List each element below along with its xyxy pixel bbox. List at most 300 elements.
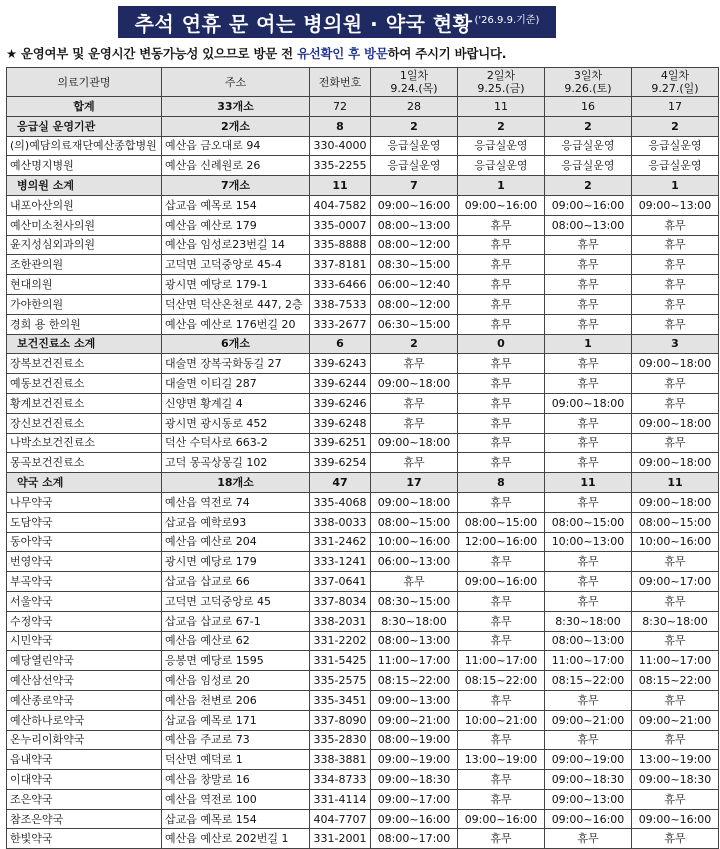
facility-hours-day-4: 09:00~18:30	[632, 770, 719, 790]
facility-phone: 338-2031	[310, 611, 371, 631]
facility-address: 예산읍 임성로 20	[162, 671, 310, 691]
section-day-4: 2	[632, 116, 719, 136]
section-count: 7개소	[162, 176, 310, 196]
facility-phone: 331-5425	[310, 651, 371, 671]
facility-hours-day-1: 10:00~16:00	[371, 532, 458, 552]
facility-hours-day-4: 08:15~22:00	[632, 671, 719, 691]
table-row	[7, 730, 719, 750]
section-day-3: 2	[545, 116, 632, 136]
section-day-1: 2	[371, 334, 458, 354]
facility-hours-day-4: 휴무	[632, 789, 719, 809]
facility-hours-day-4: 휴무	[632, 393, 719, 413]
section-name: 응급실 운영기관	[7, 116, 162, 136]
facility-phone: 337-0641	[310, 572, 371, 592]
facility-phone: 337-8181	[310, 255, 371, 275]
facility-hours-day-3: 휴무	[545, 591, 632, 611]
facility-address: 덕산면 덕산온천로 447, 2층	[162, 294, 310, 314]
col-day-3: 3일차 9.26.(토)	[545, 68, 632, 97]
facility-hours-day-4: 09:00~16:00	[632, 809, 719, 829]
table-row	[7, 552, 719, 572]
section-day-4: 1	[632, 176, 719, 196]
facility-name: 예산하나로약국	[7, 710, 162, 730]
facility-hours-day-1: 08:00~13:00	[371, 215, 458, 235]
facility-hours-day-4: 09:00~21:00	[632, 710, 719, 730]
facility-hours-day-3: 휴무	[545, 453, 632, 473]
header-row	[7, 68, 719, 97]
facility-address: 예산읍 역전로 100	[162, 789, 310, 809]
facility-phone: 338-3881	[310, 750, 371, 770]
facility-hours-day-4: 휴무	[632, 255, 719, 275]
facility-hours-day-3: 휴무	[545, 433, 632, 453]
facility-hours-day-3: 10:00~13:00	[545, 532, 632, 552]
section-day-2: 2	[458, 116, 545, 136]
facility-name: 부곡약국	[7, 572, 162, 592]
facility-phone: 335-8888	[310, 235, 371, 255]
section-phone: 6	[310, 334, 371, 354]
facility-hours-day-3: 응급실운영	[545, 156, 632, 176]
facility-hours-day-4: 8:30~18:00	[632, 611, 719, 631]
facility-hours-day-3: 휴무	[545, 294, 632, 314]
facility-phone: 335-2255	[310, 156, 371, 176]
table-row	[7, 631, 719, 651]
facility-address: 삽교읍 예목로 154	[162, 809, 310, 829]
facility-hours-day-1: 09:00~18:00	[371, 374, 458, 394]
facility-hours-day-2: 휴무	[458, 275, 545, 295]
col-day-2: 2일차 9.25.(금)	[458, 68, 545, 97]
section-name: 보건진료소 소계	[7, 334, 162, 354]
col-day-1: 1일차 9.24.(목)	[371, 68, 458, 97]
facility-hours-day-4: 09:00~18:00	[632, 354, 719, 374]
facility-hours-day-3: 08:00~13:00	[545, 631, 632, 651]
facility-name: 예산종로약국	[7, 690, 162, 710]
facility-name: 예동보건진료소	[7, 374, 162, 394]
notice	[6, 44, 718, 62]
facility-hours-day-4: 09:00~13:00	[632, 195, 719, 215]
facility-hours-day-4: 08:00~15:00	[632, 512, 719, 532]
table-row	[7, 591, 719, 611]
facility-hours-day-2: 휴무	[458, 294, 545, 314]
table-row	[7, 572, 719, 592]
facility-hours-day-4: 11:00~17:00	[632, 651, 719, 671]
facility-name: 수정약국	[7, 611, 162, 631]
section-day-2: 0	[458, 334, 545, 354]
facility-hours-day-2: 휴무	[458, 690, 545, 710]
facility-address: 삽교읍 예학로93	[162, 512, 310, 532]
total-phone: 72	[310, 97, 371, 117]
total-label: 합계	[7, 97, 162, 117]
facility-phone: 331-2462	[310, 532, 371, 552]
table-row	[7, 453, 719, 473]
facility-phone: 339-6246	[310, 393, 371, 413]
section-day-3: 1	[545, 334, 632, 354]
facility-hours-day-2: 13:00~19:00	[458, 750, 545, 770]
section-day-4: 11	[632, 473, 719, 493]
section-phone: 8	[310, 116, 371, 136]
facility-hours-day-1: 휴무	[371, 572, 458, 592]
facility-name: 현대의원	[7, 275, 162, 295]
col-day-4: 4일차 9.27.(일)	[632, 68, 719, 97]
facility-hours-day-2: 휴무	[458, 789, 545, 809]
facility-phone: 333-1241	[310, 552, 371, 572]
facility-hours-day-2: 09:00~16:00	[458, 195, 545, 215]
facility-name: 예산명지병원	[7, 156, 162, 176]
facility-phone: 335-2830	[310, 730, 371, 750]
section-day-2: 8	[458, 473, 545, 493]
facility-hours-day-3: 8:30~18:00	[545, 611, 632, 631]
facility-hours-day-3: 휴무	[545, 374, 632, 394]
facility-phone: 338-7533	[310, 294, 371, 314]
facility-address: 예산읍 임성로23번길 14	[162, 235, 310, 255]
facility-address: 삽교읍 삽교로 67-1	[162, 611, 310, 631]
facility-phone: 339-6244	[310, 374, 371, 394]
facility-hours-day-2: 휴무	[458, 631, 545, 651]
facility-phone: 339-6251	[310, 433, 371, 453]
facility-name: 도담약국	[7, 512, 162, 532]
page-title: 추석 연휴 문 여는 병의원 · 약국 현황	[134, 11, 473, 36]
facility-hours-day-3: 휴무	[545, 314, 632, 334]
table-row	[7, 611, 719, 631]
facility-hours-day-1: 08:30~15:00	[371, 591, 458, 611]
facility-hours-day-1: 08:00~13:00	[371, 631, 458, 651]
facility-hours-day-2: 휴무	[458, 730, 545, 750]
facility-hours-day-3: 휴무	[545, 690, 632, 710]
facility-hours-day-2: 응급실운영	[458, 136, 545, 156]
section-name: 약국 소계	[7, 473, 162, 493]
facility-hours-day-4: 휴무	[632, 215, 719, 235]
section-day-1: 7	[371, 176, 458, 196]
section-day-3: 2	[545, 176, 632, 196]
facility-hours-day-1: 08:15~22:00	[371, 671, 458, 691]
section-day-1: 17	[371, 473, 458, 493]
table-row	[7, 275, 719, 295]
table-row	[7, 532, 719, 552]
facility-hours-day-1: 09:00~18:00	[371, 492, 458, 512]
facility-hours-day-1: 09:00~18:00	[371, 433, 458, 453]
facility-address: 예산읍 창말로 16	[162, 770, 310, 790]
facility-name: 동아약국	[7, 532, 162, 552]
facility-hours-day-1: 휴무	[371, 354, 458, 374]
section-day-3: 11	[545, 473, 632, 493]
facility-hours-day-4: 휴무	[632, 235, 719, 255]
facility-hours-day-3: 09:00~16:00	[545, 809, 632, 829]
facility-hours-day-3: 응급실운영	[545, 136, 632, 156]
facility-phone: 339-6243	[310, 354, 371, 374]
facility-hours-day-3: 09:00~18:30	[545, 770, 632, 790]
facility-phone: 335-0007	[310, 215, 371, 235]
facility-hours-day-1: 09:00~13:00	[371, 690, 458, 710]
facility-hours-day-4: 09:00~18:00	[632, 413, 719, 433]
facility-hours-day-4: 13:00~19:00	[632, 750, 719, 770]
total-day-4: 17	[632, 97, 719, 117]
facility-phone: 339-6248	[310, 413, 371, 433]
facility-address: 삽교읍 삽교로 66	[162, 572, 310, 592]
facility-address: 대술면 이티길 287	[162, 374, 310, 394]
facility-hours-day-3: 휴무	[545, 572, 632, 592]
facility-hours-day-1: 11:00~17:00	[371, 651, 458, 671]
facility-name: 가야한의원	[7, 294, 162, 314]
table-row	[7, 690, 719, 710]
table-row	[7, 770, 719, 790]
table-row	[7, 750, 719, 770]
facility-name: 이대약국	[7, 770, 162, 790]
facility-hours-day-2: 휴무	[458, 393, 545, 413]
facility-hours-day-2: 10:00~21:00	[458, 710, 545, 730]
section-count: 18개소	[162, 473, 310, 493]
facility-name: 시민약국	[7, 631, 162, 651]
table-row	[7, 809, 719, 829]
facility-address: 신양면 황계길 4	[162, 393, 310, 413]
facility-hours-day-2: 휴무	[458, 453, 545, 473]
facility-hours-day-3: 09:00~16:00	[545, 195, 632, 215]
facility-address: 삽교읍 예목로 171	[162, 710, 310, 730]
facility-hours-day-2: 휴무	[458, 255, 545, 275]
notice-prefix: ★ 운영여부 및 운영시간 변동가능성 있으므로 방문 전	[6, 46, 297, 61]
table-row	[7, 710, 719, 730]
facility-hours-day-3: 휴무	[545, 730, 632, 750]
col-address: 주소	[162, 68, 310, 97]
facility-address: 예산읍 역전로 74	[162, 492, 310, 512]
facility-hours-day-1: 09:00~16:00	[371, 809, 458, 829]
facility-address: 대술면 장복국화동길 27	[162, 354, 310, 374]
facility-hours-day-1: 08:30~15:00	[371, 255, 458, 275]
facility-name: 경희 용 한의원	[7, 314, 162, 334]
facility-hours-day-3: 11:00~17:00	[545, 651, 632, 671]
facility-table	[6, 67, 719, 849]
table-row	[7, 374, 719, 394]
facility-hours-day-2: 11:00~17:00	[458, 651, 545, 671]
title-date: ('26.9.9.기준)	[474, 14, 540, 26]
facility-hours-day-4: 09:00~17:00	[632, 572, 719, 592]
facility-name: 나박소보건진료소	[7, 433, 162, 453]
facility-hours-day-2: 08:15~22:00	[458, 671, 545, 691]
facility-name: 나무약국	[7, 492, 162, 512]
table-row	[7, 136, 719, 156]
section-phone: 11	[310, 176, 371, 196]
table-row	[7, 413, 719, 433]
section-row	[7, 176, 719, 196]
facility-hours-day-1: 06:00~13:00	[371, 552, 458, 572]
facility-address: 예산읍 예산로 176번길 20	[162, 314, 310, 334]
facility-address: 덕산 수덕사로 663-2	[162, 433, 310, 453]
facility-hours-day-3: 08:15~22:00	[545, 671, 632, 691]
section-row	[7, 334, 719, 354]
table-row	[7, 294, 719, 314]
facility-hours-day-4: 휴무	[632, 314, 719, 334]
facility-address: 광시면 예당로 179-1	[162, 275, 310, 295]
table-row	[7, 393, 719, 413]
facility-address: 예산읍 예산로 204	[162, 532, 310, 552]
section-row	[7, 116, 719, 136]
facility-hours-day-3: 09:00~18:00	[545, 393, 632, 413]
facility-phone: 331-2202	[310, 631, 371, 651]
facility-hours-day-4: 휴무	[632, 730, 719, 750]
facility-hours-day-3: 휴무	[545, 413, 632, 433]
facility-hours-day-1: 09:00~17:00	[371, 789, 458, 809]
facility-hours-day-1: 휴무	[371, 413, 458, 433]
facility-hours-day-4: 휴무	[632, 829, 719, 849]
total-row	[7, 97, 719, 117]
facility-name: 읍내약국	[7, 750, 162, 770]
facility-hours-day-4: 휴무	[632, 374, 719, 394]
facility-name: 예산미소천사의원	[7, 215, 162, 235]
table-row	[7, 789, 719, 809]
facility-hours-day-1: 08:00~15:00	[371, 512, 458, 532]
facility-hours-day-2: 휴무	[458, 552, 545, 572]
facility-name: 황계보건진료소	[7, 393, 162, 413]
section-day-2: 1	[458, 176, 545, 196]
section-day-1: 2	[371, 116, 458, 136]
facility-hours-day-3: 09:00~19:00	[545, 750, 632, 770]
facility-name: (의)예담의료재단예산종합병원	[7, 136, 162, 156]
facility-hours-day-1: 08:00~12:00	[371, 294, 458, 314]
facility-name: 서울약국	[7, 591, 162, 611]
table-row	[7, 433, 719, 453]
facility-hours-day-2: 휴무	[458, 770, 545, 790]
section-count: 2개소	[162, 116, 310, 136]
facility-name: 내포아산의원	[7, 195, 162, 215]
facility-phone: 331-2001	[310, 829, 371, 849]
facility-hours-day-2: 휴무	[458, 314, 545, 334]
section-name: 병의원 소계	[7, 176, 162, 196]
facility-hours-day-3: 휴무	[545, 492, 632, 512]
notice-suffix: 하여 주시기 바랍니다.	[387, 46, 507, 61]
table-row	[7, 314, 719, 334]
facility-hours-day-4: 응급실운영	[632, 156, 719, 176]
table-row	[7, 215, 719, 235]
facility-hours-day-3: 08:00~13:00	[545, 215, 632, 235]
facility-address: 응봉면 예당로 1595	[162, 651, 310, 671]
facility-hours-day-4: 09:00~18:00	[632, 453, 719, 473]
facility-hours-day-2: 12:00~16:00	[458, 532, 545, 552]
facility-name: 조한관의원	[7, 255, 162, 275]
facility-hours-day-3: 휴무	[545, 235, 632, 255]
table-row	[7, 671, 719, 691]
section-row	[7, 473, 719, 493]
table-row	[7, 651, 719, 671]
facility-address: 고덕면 고덕중앙로 45	[162, 591, 310, 611]
facility-hours-day-2: 휴무	[458, 433, 545, 453]
facility-address: 예산읍 예산로 179	[162, 215, 310, 235]
facility-address: 예산읍 금오대로 94	[162, 136, 310, 156]
table-row	[7, 829, 719, 849]
facility-hours-day-4: 휴무	[632, 275, 719, 295]
facility-address: 고덕 몽곡상몽길 102	[162, 453, 310, 473]
facility-address: 덕산면 예덕로 1	[162, 750, 310, 770]
section-count: 6개소	[162, 334, 310, 354]
facility-hours-day-2: 휴무	[458, 374, 545, 394]
facility-hours-day-2: 휴무	[458, 235, 545, 255]
facility-name: 장신보건진료소	[7, 413, 162, 433]
facility-hours-day-2: 휴무	[458, 413, 545, 433]
facility-hours-day-4: 휴무	[632, 552, 719, 572]
section-day-4: 3	[632, 334, 719, 354]
col-phone: 전화번호	[310, 68, 371, 97]
facility-hours-day-1: 휴무	[371, 393, 458, 413]
facility-hours-day-3: 휴무	[545, 275, 632, 295]
facility-hours-day-2: 휴무	[458, 611, 545, 631]
facility-hours-day-2: 휴무	[458, 829, 545, 849]
facility-hours-day-4: 휴무	[632, 591, 719, 611]
facility-hours-day-3: 휴무	[545, 829, 632, 849]
facility-hours-day-2: 휴무	[458, 215, 545, 235]
facility-phone: 335-3451	[310, 690, 371, 710]
facility-hours-day-1: 08:00~17:00	[371, 829, 458, 849]
section-phone: 47	[310, 473, 371, 493]
facility-hours-day-1: 09:00~16:00	[371, 195, 458, 215]
facility-name: 한빛약국	[7, 829, 162, 849]
facility-hours-day-4: 휴무	[632, 690, 719, 710]
facility-phone: 337-8034	[310, 591, 371, 611]
facility-hours-day-4: 휴무	[632, 433, 719, 453]
facility-hours-day-3: 휴무	[545, 354, 632, 374]
facility-hours-day-2: 08:00~15:00	[458, 512, 545, 532]
total-count: 33개소	[162, 97, 310, 117]
facility-address: 예산읍 주교로 73	[162, 730, 310, 750]
facility-name: 예산삼선약국	[7, 671, 162, 691]
facility-hours-day-1: 08:00~12:00	[371, 235, 458, 255]
facility-phone: 335-2575	[310, 671, 371, 691]
facility-phone: 404-7582	[310, 195, 371, 215]
facility-hours-day-1: 09:00~21:00	[371, 710, 458, 730]
facility-address: 삽교읍 예목로 154	[162, 195, 310, 215]
facility-phone: 338-0033	[310, 512, 371, 532]
facility-address: 고덕면 고덕중앙로 45-4	[162, 255, 310, 275]
title-banner	[118, 6, 556, 38]
table-row	[7, 512, 719, 532]
facility-hours-day-2: 휴무	[458, 591, 545, 611]
table-row	[7, 492, 719, 512]
facility-name: 몽곡보건진료소	[7, 453, 162, 473]
table-row	[7, 354, 719, 374]
facility-phone: 335-4068	[310, 492, 371, 512]
facility-hours-day-1: 09:00~19:00	[371, 750, 458, 770]
facility-phone: 333-2677	[310, 314, 371, 334]
facility-phone: 337-8090	[310, 710, 371, 730]
facility-hours-day-2: 응급실운영	[458, 156, 545, 176]
facility-hours-day-4: 휴무	[632, 294, 719, 314]
table-row	[7, 255, 719, 275]
notice-highlight: 유선확인 후 방문	[296, 46, 388, 61]
facility-phone: 339-6254	[310, 453, 371, 473]
facility-name: 조은약국	[7, 789, 162, 809]
table-row	[7, 156, 719, 176]
facility-address: 예산읍 예산로 202번길 1	[162, 829, 310, 849]
facility-hours-day-3: 09:00~13:00	[545, 789, 632, 809]
facility-name: 번영약국	[7, 552, 162, 572]
facility-hours-day-1: 09:00~18:30	[371, 770, 458, 790]
facility-hours-day-4: 10:00~16:00	[632, 532, 719, 552]
total-day-3: 16	[545, 97, 632, 117]
facility-hours-day-1: 휴무	[371, 453, 458, 473]
table-row	[7, 195, 719, 215]
facility-hours-day-4: 휴무	[632, 631, 719, 651]
table-row	[7, 235, 719, 255]
facility-hours-day-2: 09:00~16:00	[458, 572, 545, 592]
facility-hours-day-4: 09:00~18:00	[632, 492, 719, 512]
facility-name: 온누리이화약국	[7, 730, 162, 750]
facility-hours-day-3: 휴무	[545, 552, 632, 572]
facility-hours-day-3: 08:00~15:00	[545, 512, 632, 532]
facility-address: 광시면 예당로 179	[162, 552, 310, 572]
facility-phone: 333-6466	[310, 275, 371, 295]
facility-name: 예당열린약국	[7, 651, 162, 671]
facility-address: 예산읍 신례원로 26	[162, 156, 310, 176]
total-day-2: 11	[458, 97, 545, 117]
facility-hours-day-1: 06:00~12:40	[371, 275, 458, 295]
facility-address: 광시면 광시동로 452	[162, 413, 310, 433]
facility-hours-day-1: 06:30~15:00	[371, 314, 458, 334]
total-day-1: 28	[371, 97, 458, 117]
